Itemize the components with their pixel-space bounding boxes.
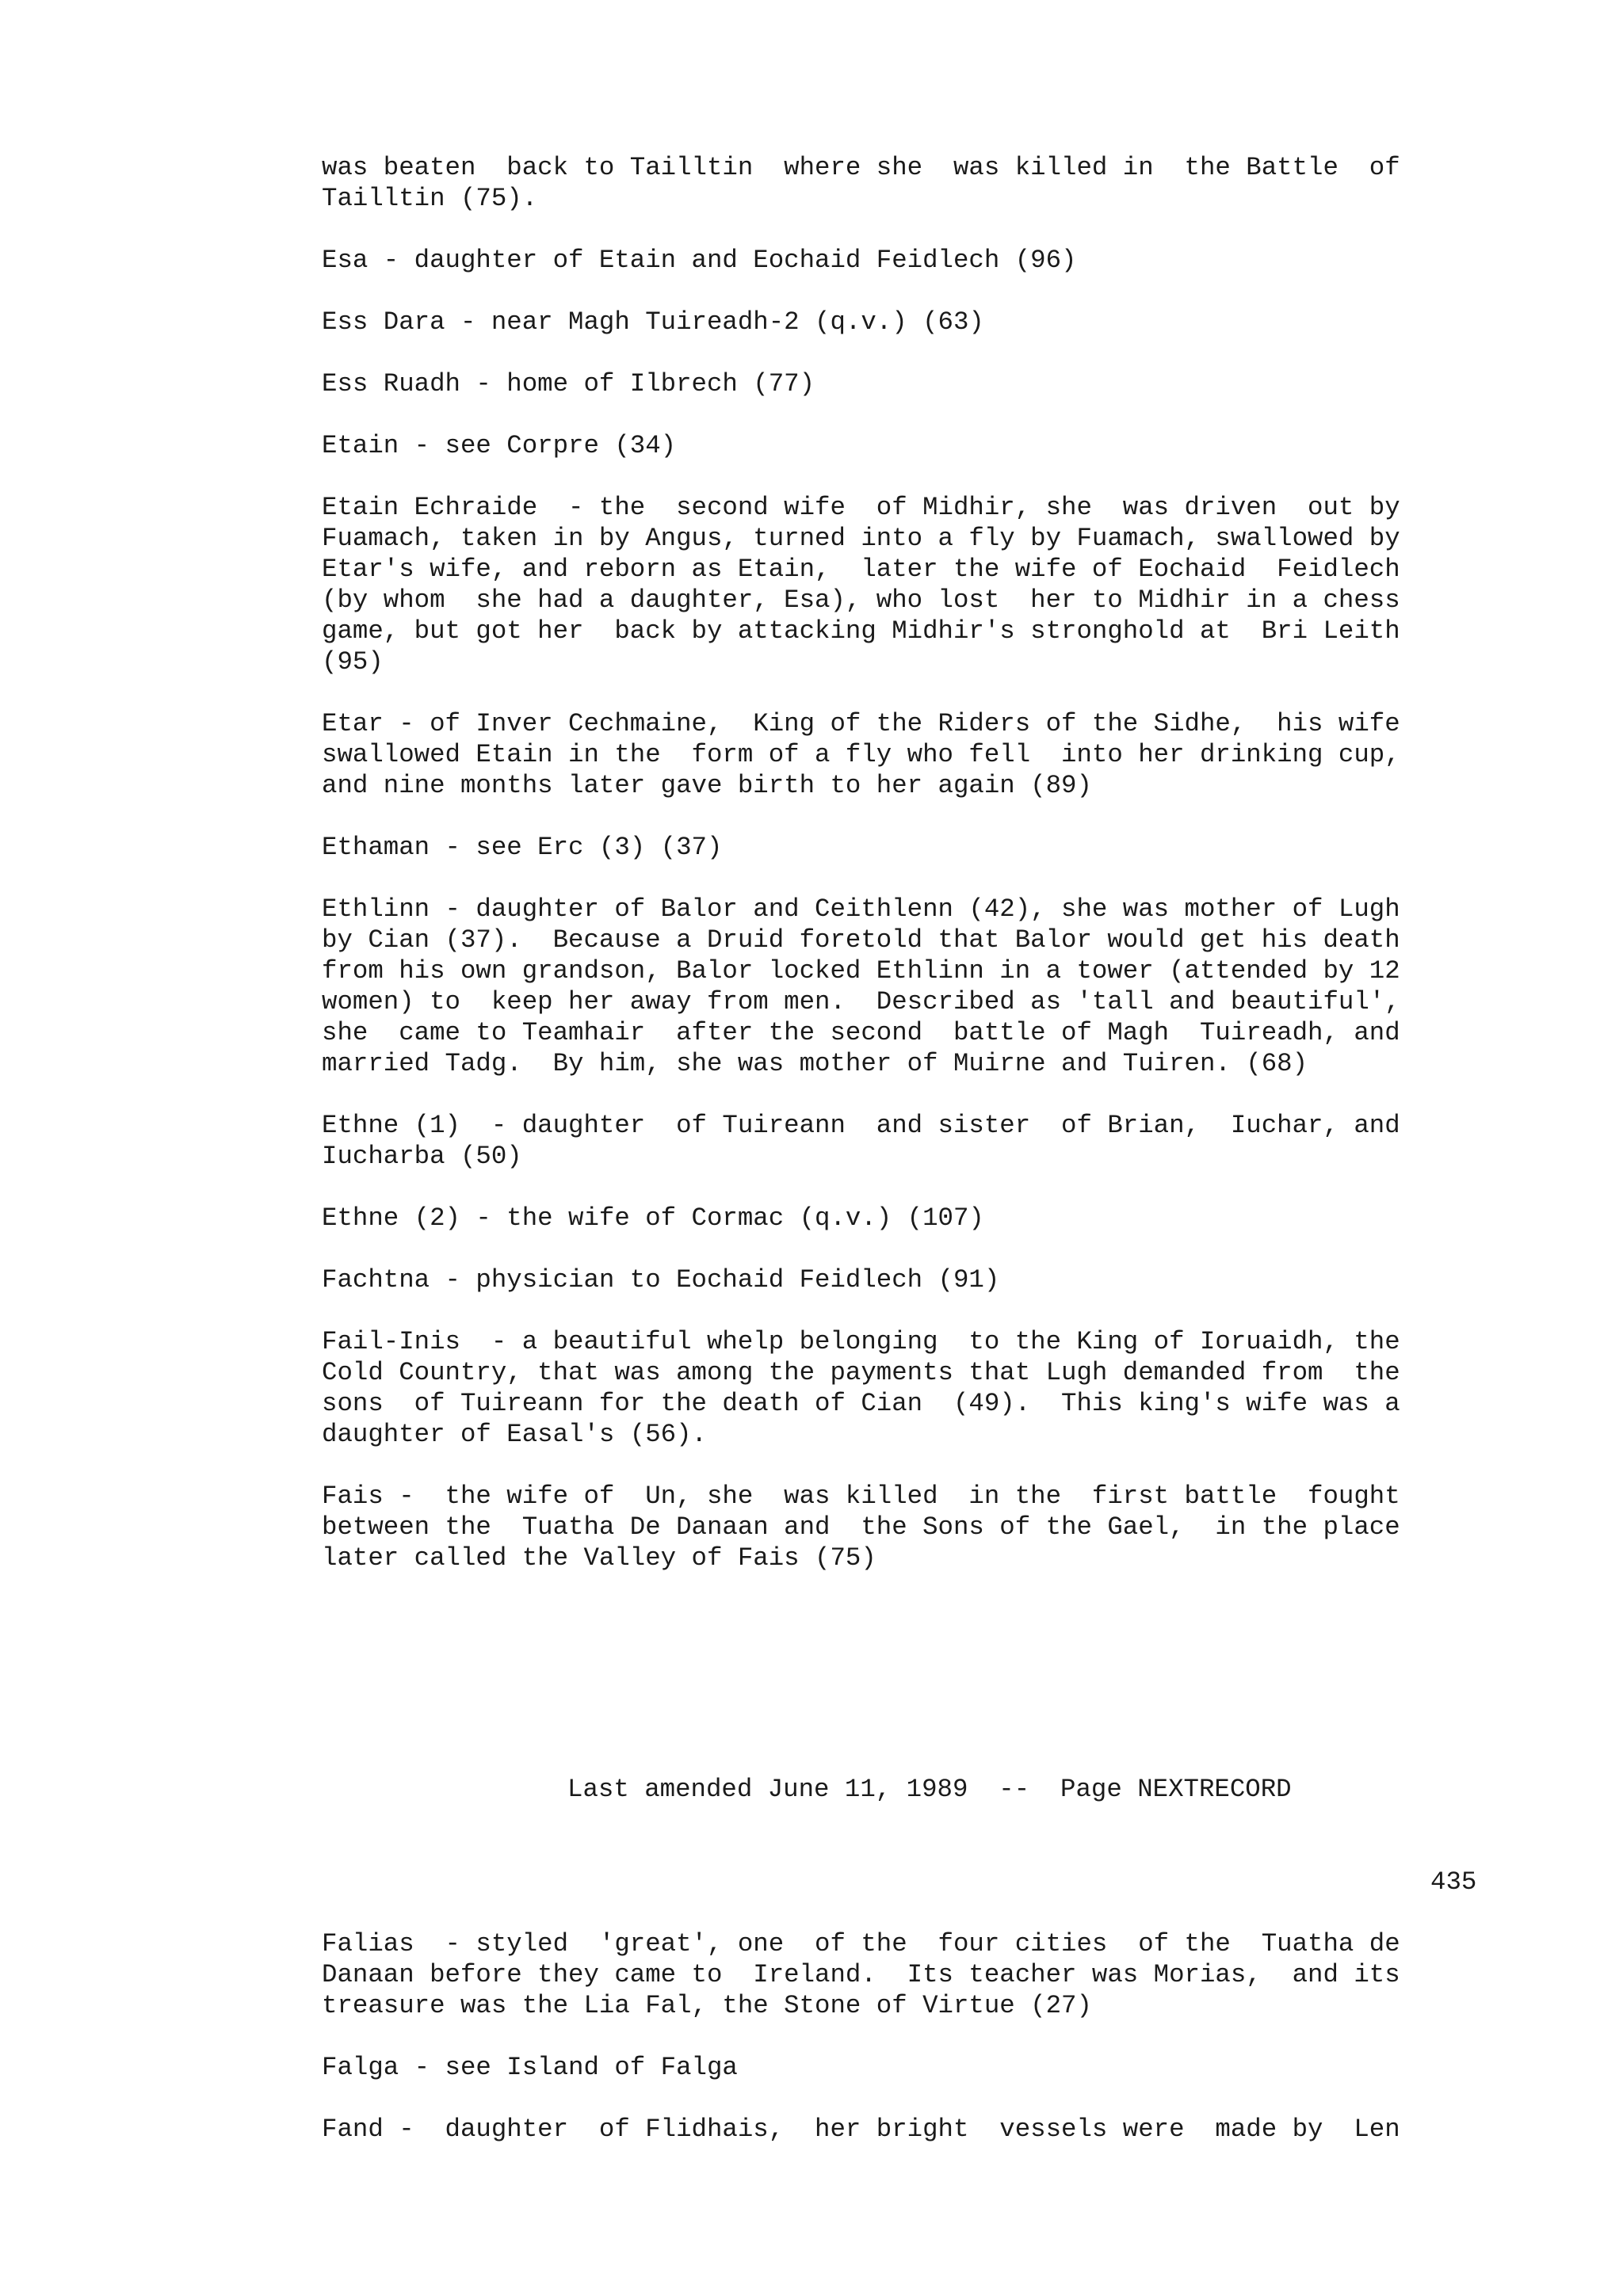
entry-text: Fail-Inis - a beautiful whelp belonging to the King of Ioruaidh, the Cold Country, that was among the payments that Lugh demanded from the sons of Tuireann for the death of Cian (49). This king's wife was a daughter of Easal's (56). — [322, 1327, 1400, 1449]
entry-text: Etar - of Inver Cechmaine, King of the Riders of the Sidhe, his wife swallowed Etain in the form of a fly who fell into her drinking cup, and nine months later gave birth to her again (89) — [322, 709, 1400, 800]
entry-text: Fais - the wife of Un, she was killed in the first battle fought between the Tuatha De Danaan and the Sons of the Gael, in the place later called the Valley of Fais (75) — [322, 1482, 1400, 1573]
entry-text: Ethaman - see Erc (3) (37) — [322, 833, 723, 862]
entry-text: Ethne (1) - daughter of Tuireann and sister of Brian, Iuchar, and Iucharba (50) — [322, 1111, 1400, 1171]
entry-text: Ess Ruadh - home of Ilbrech (77) — [322, 369, 815, 399]
entry-text: Fand - daughter of Flidhais, her bright vessels were made by Len — [322, 2115, 1400, 2144]
entry-text: Falias - styled 'great', one of the four cities of the Tuatha de Danaan before they came to Ireland. Its teacher was Morias, and its treasure was the Lia Fal, the Stone of Virtue (27) — [322, 1929, 1400, 2020]
entry-text: Esa - daughter of Etain and Eochaid Feidlech (96) — [322, 246, 1077, 275]
entry-text: Etain - see Corpre (34) — [322, 431, 677, 460]
page-number: 435 — [1430, 1867, 1477, 1897]
entry-text: Etain Echraide - the second wife of Midhir, she was driven out by Fuamach, taken in by Angus, turned into a fly by Fuamach, swallowed by Etar's wife, and reborn as Etain, later the wife of Eochaid Feidlech (by whom she had a daughter, Esa), who lost her to Midhir in a chess game, but got her back by attacking Midhir's stronghold at Bri Leith (95) — [322, 493, 1400, 677]
entry-text: Ethlinn - daughter of Balor and Ceithlenn (42), she was mother of Lugh by Cian (37). Because a Druid foretold that Balor would get his death from his own grandson, Balor locked Ethlinn in a tower (attended by 12 women) to keep her away from men. Described as 'tall and beautiful', she came to Teamhair after the second battle of Magh Tuireadh, and married Tadg. By him, she was mother of Muirne and Tuiren. (68) — [322, 894, 1400, 1078]
entry-text: Fachtna - physician to Eochaid Feidlech (91) — [322, 1265, 1000, 1295]
page-footer: Last amended June 11, 1989 -- Page NEXTRECORD — [567, 1775, 1292, 1804]
page-body-top — [322, 152, 1480, 1604]
entry-text: Ess Dara - near Magh Tuireadh-2 (q.v.) (63) — [322, 307, 984, 337]
page-body-bottom — [322, 1928, 1480, 2176]
entry-text: Falga - see Island of Falga — [322, 2053, 738, 2082]
entry-text: Ethne (2) - the wife of Cormac (q.v.) (107) — [322, 1203, 984, 1233]
entry-text: was beaten back to Tailltin where she was killed in the Battle of Tailltin (75). — [322, 153, 1400, 213]
